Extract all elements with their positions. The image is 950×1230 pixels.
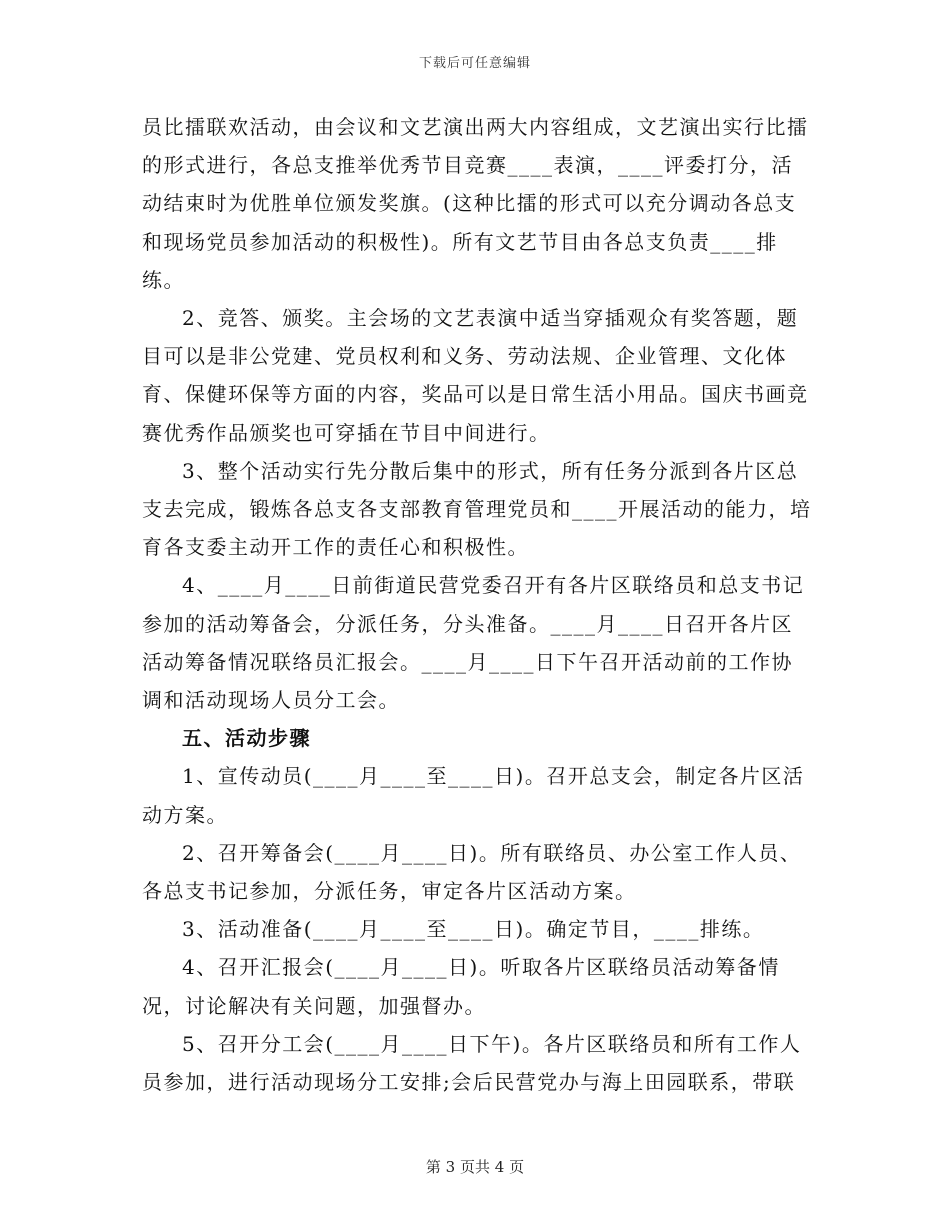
paragraph-item-3: 3、整个活动实行先分散后集中的形式，所有任务分派到各片区总支去完成，锻炼各总支各支部教育管理党员和____开展活动的能力，培育各支委主动开工作的责任心和积极性。 (142, 458, 812, 560)
page-number-footer: 第 3 页共 4 页 (425, 1158, 525, 1176)
step-item-1: 1、宣传动员(____月____至____日)。召开总支会，制定各片区活动方案。 (142, 764, 805, 827)
paragraph-continued: 员比擂联欢活动，由会议和文艺演出两大内容组成，文艺演出实行比擂的形式进行，各总支推举优秀节目竞赛____表演，____评委打分，活动结束时为优胜单位颁发奖旗。(这种比擂的形式可以充分调动各总支和现场党员参加活动的积极性)。所有文艺节目由各总支负责____排练。 (142, 115, 809, 292)
step-item-5: 5、召开分工会(____月____日下午)。各片区联络员和所有工作人员参加，进行活动现场分工安排;会后民营党办与海上田园联系，带联 (142, 1031, 802, 1095)
paragraph-item-4: 4、____月____日前街道民营党委召开有各片区联络员和总支书记参加的活动筹备会，分派任务，分头准备。____月____日召开各片区活动筹备情况联络员汇报会。____月____日下午召开活动前的工作协调和活动现场人员分工会。 (142, 573, 805, 713)
document-body (142, 108, 812, 1101)
page-header-note: 下载后可任意编辑 (418, 56, 531, 71)
step-item-4: 4、召开汇报会(____月____日)。听取各片区联络员活动筹备情况，讨论解决有关问题，加强督办。 (142, 955, 780, 1018)
step-item-3: 3、活动准备(____月____至____日)。确定节目，____排练。 (182, 917, 765, 942)
step-item-2: 2、召开筹备会(____月____日)。所有联络员、办公室工作人员、各总支书记参加，分派任务，审定各片区活动方案。 (142, 840, 802, 904)
paragraph-item-2: 2、竞答、颁奖。主会场的文艺表演中适当穿插观众有奖答题，题目可以是非公党建、党员权利和义务、劳动法规、企业管理、文化体育、保健环保等方面的内容，奖品可以是日常生活小用品。国庆书画竞赛优秀作品颁奖也可穿插在节目中间进行。 (142, 306, 809, 445)
section-heading: 五、活动步骤 (182, 726, 311, 751)
